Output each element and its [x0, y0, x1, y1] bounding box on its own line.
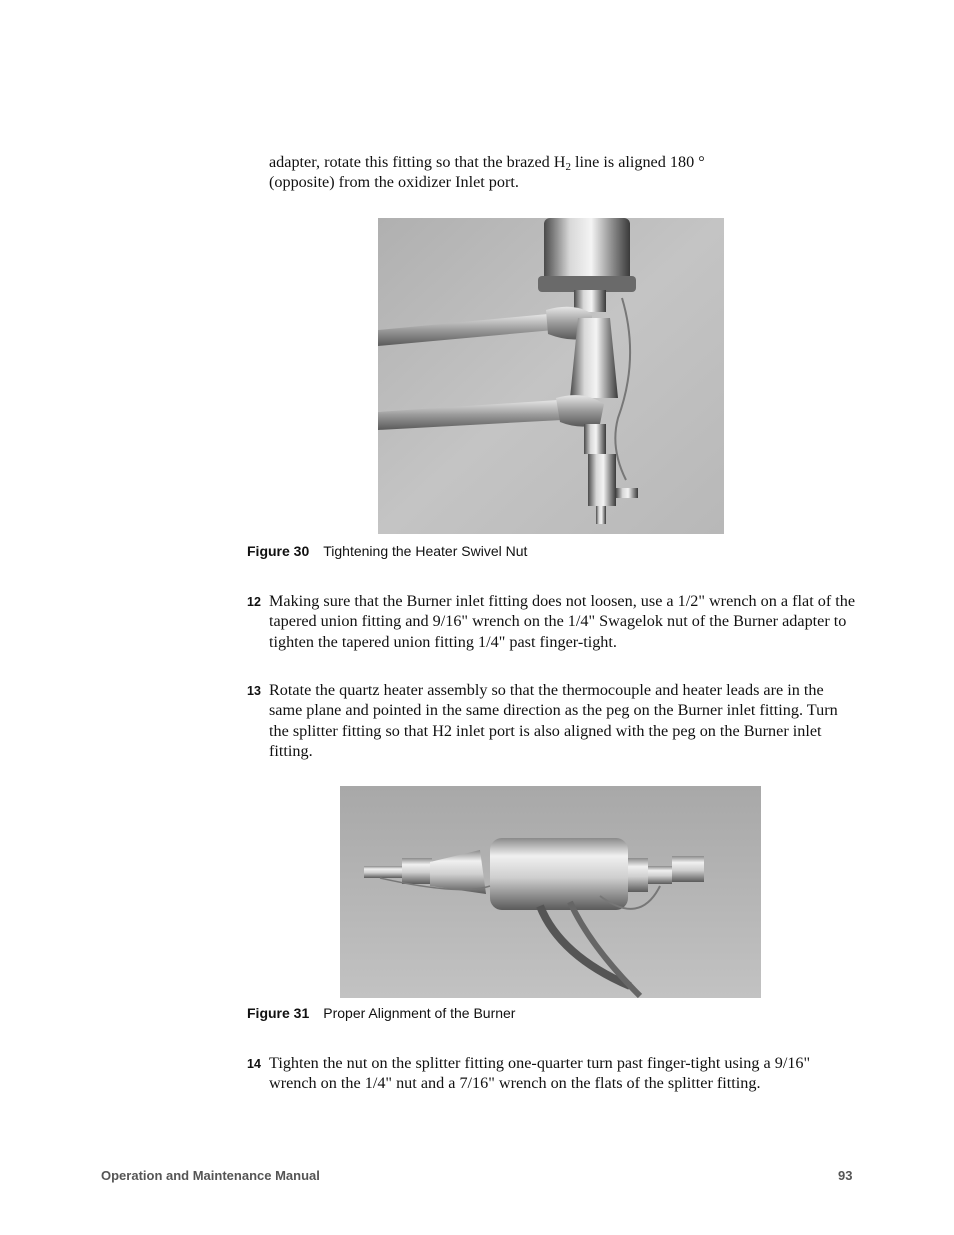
footer-page-number: 93 — [838, 1168, 853, 1183]
figure-30-caption — [247, 543, 527, 559]
step-12 — [247, 591, 859, 652]
step-text: Tighten the nut on the splitter fitting one-quarter turn past finger-tight using a 9/16" wrench on the 1/4" nut and a 7/16" wrench on the flats of the splitter fitting. — [269, 1054, 811, 1093]
intro-line-1: adapter, rotate this fitting so that the brazed $H_2$ line is aligned 180 ° — [269, 153, 705, 173]
step-number: 12 — [247, 595, 261, 609]
figure-31-photo — [340, 786, 761, 998]
step-14 — [247, 1053, 859, 1094]
subscript-2: 2 — [565, 161, 571, 173]
step-number: 14 — [247, 1057, 261, 1071]
heater-wrench-illustration — [378, 218, 724, 534]
intro-paragraph — [269, 152, 859, 193]
figure-30-label: Figure 30 — [247, 543, 310, 559]
figure-31-title: Proper Alignment of the Burner — [323, 1005, 516, 1021]
figure-30-photo — [378, 218, 724, 534]
step-13 — [247, 680, 859, 762]
figure-31-label: Figure 31 — [247, 1005, 310, 1021]
step-text: Rotate the quartz heater assembly so that the thermocouple and heater leads are in the same plane and pointed in the same direction as the peg on the Burner inlet fitting. Turn the splitter fitting so that H2 inlet port is also aligned with the peg on the Burner inlet fitting. — [269, 681, 838, 761]
footer-manual-title: Operation and Maintenance Manual — [101, 1168, 320, 1183]
figure-30-title: Tightening the Heater Swivel Nut — [323, 543, 528, 559]
step-text: Making sure that the Burner inlet fitting does not loosen, use a 1/2" wrench on a flat of the tapered union fitting and 9/16" wrench on the 1/4" Swagelok nut of the Burner adapter to tighten the tapered union fitting 1/4" past finger-tight. — [269, 592, 856, 651]
step-number: 13 — [247, 684, 261, 698]
burner-assembly-illustration — [340, 786, 761, 998]
intro-line-2: (opposite) from the oxidizer Inlet port. — [269, 173, 519, 192]
figure-31-caption — [247, 1005, 515, 1021]
